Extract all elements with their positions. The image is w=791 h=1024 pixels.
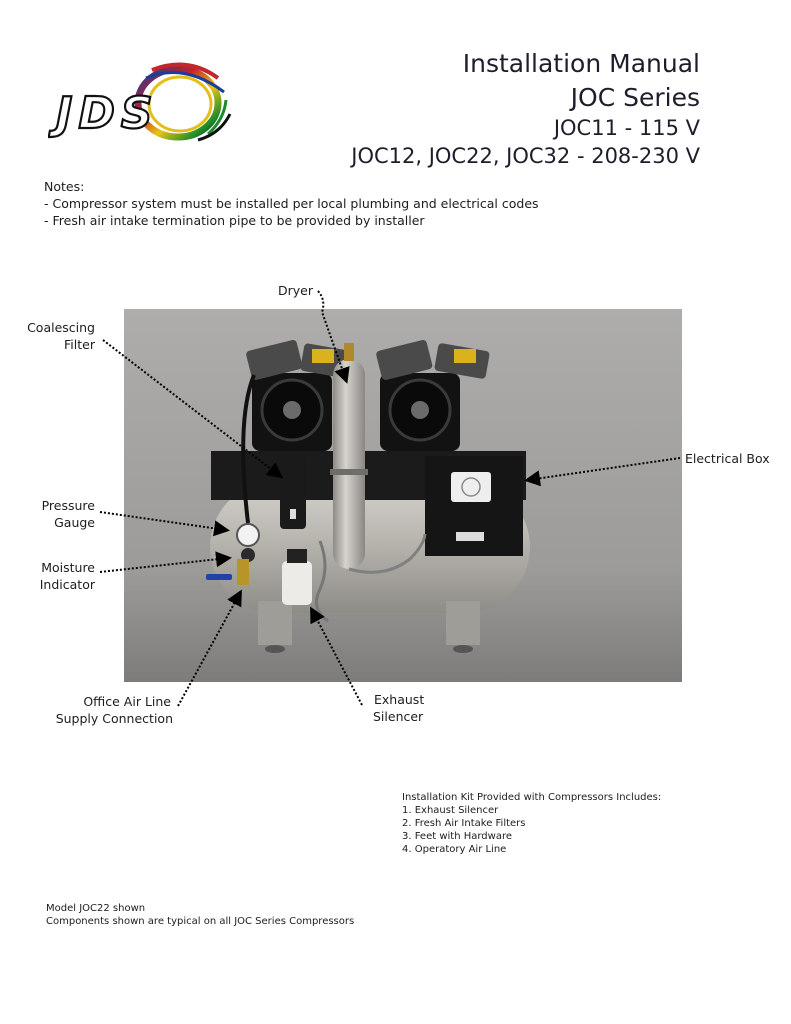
model-voltage-1: JOC11 - 115 V xyxy=(553,116,700,140)
office-air-line-label-1: Office Air Line xyxy=(83,694,171,709)
electrical-box-label: Electrical Box xyxy=(685,451,770,466)
exhaust-silencer-label-2: Silencer xyxy=(373,709,424,724)
kit-item: 2. Fresh Air Intake Filters xyxy=(402,818,526,829)
office-air-line-label-2: Supply Connection xyxy=(55,711,173,726)
kit-item: 3. Feet with Hardware xyxy=(402,831,513,842)
note-item: - Compressor system must be installed per local plumbing and electrical codes xyxy=(44,196,539,211)
moisture-indicator-label-1: Moisture xyxy=(41,560,95,575)
kit-item: 1. Exhaust Silencer xyxy=(402,805,499,816)
kit-heading: Installation Kit Provided with Compressors Includes: xyxy=(402,792,662,803)
pressure-gauge-label-2: Gauge xyxy=(54,515,95,530)
kit-item: 4. Operatory Air Line xyxy=(402,844,507,855)
exhaust-silencer-label-1: Exhaust xyxy=(374,692,425,707)
note-item: - Fresh air intake termination pipe to be provided by installer xyxy=(44,213,425,228)
series-title: JOC Series xyxy=(570,83,700,112)
coalescing-filter-label-2: Filter xyxy=(64,337,95,352)
footer-model-shown: Model JOC22 shown xyxy=(46,903,146,914)
model-voltage-2: JOC12, JOC22, JOC32 - 208-230 V xyxy=(351,144,700,168)
jds-logo xyxy=(48,48,233,153)
coalescing-filter-label-1: Coalescing xyxy=(27,320,95,335)
svg-text:JDS: JDS xyxy=(56,88,159,139)
moisture-indicator-label-2: Indicator xyxy=(39,577,95,592)
manual-title: Installation Manual xyxy=(462,49,700,78)
dryer-label: Dryer xyxy=(278,283,313,298)
footer-components-note: Components shown are typical on all JOC Series Compressors xyxy=(46,916,355,927)
pressure-gauge-label-1: Pressure xyxy=(41,498,95,513)
compressor-photo xyxy=(124,309,682,682)
notes-heading: Notes: xyxy=(44,179,85,194)
